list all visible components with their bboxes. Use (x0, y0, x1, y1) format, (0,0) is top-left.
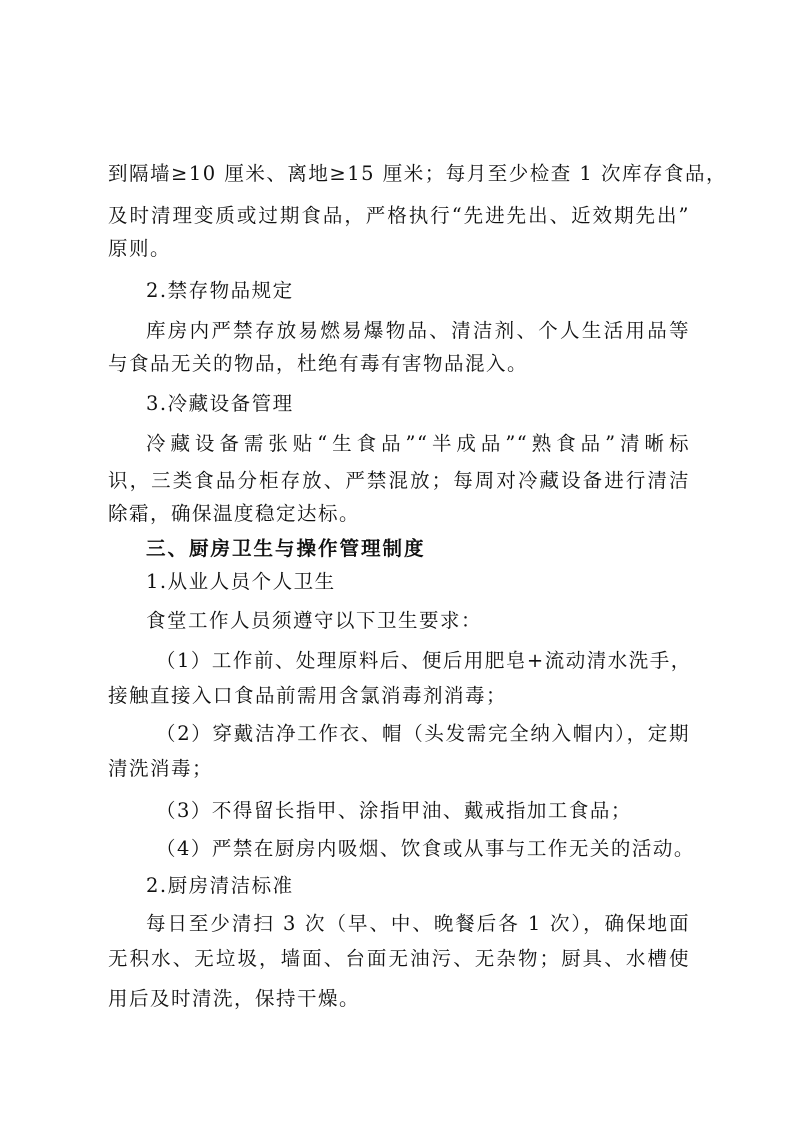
paragraph-line: 除霜，确保温度稳定达标。 (108, 502, 361, 525)
list-item-line: （3）不得留长指甲、涂指甲油、戴戒指加工食品； (156, 799, 632, 822)
section-subheading: 3.冷藏设备管理 (146, 392, 294, 415)
paragraph-line: 识，三类食品分柜存放、严禁混放；每周对冷藏设备进行清洁 (108, 469, 690, 492)
list-item-line: （4）严禁在厨房内吸烟、饮食或从事与工作无关的活动。 (156, 837, 695, 860)
section-subheading: 2.禁存物品规定 (146, 279, 294, 302)
section-heading: 三、厨房卫生与操作管理制度 (146, 537, 426, 560)
paragraph-line: 用后及时清洗，保持干燥。 (108, 987, 361, 1010)
list-item-line: （2）穿戴洁净工作衣、帽（头发需完全纳入帽内），定期 (156, 722, 690, 745)
section-subheading: 1.从业人员个人卫生 (146, 570, 336, 593)
list-item-line: 清洗消毒； (108, 757, 214, 780)
paragraph-line: 每日至少清扫 3 次（早、中、晚餐后各 1 次），确保地面 (146, 912, 690, 935)
paragraph-line: 无积水、无垃圾，墙面、台面无油污、无杂物；厨具、水槽使 (108, 947, 690, 970)
paragraph-line: 及时清理变质或过期食品，严格执行“先进先出、近效期先出” (108, 204, 690, 227)
paragraph-line: 库房内严禁存放易燃易爆物品、清洁剂、个人生活用品等 (146, 319, 690, 342)
paragraph-line: 与食品无关的物品，杜绝有毒有害物品混入。 (108, 352, 529, 375)
paragraph-line: 冷藏设备需张贴“生食品”“半成品”“熟食品”清晰标 (146, 432, 690, 455)
list-item-line: （1）工作前、处理原料后、便后用肥皂+流动清水洗手， (156, 649, 692, 672)
paragraph-line: 原则。 (108, 237, 172, 260)
list-item-line: 接触直接入口食品前需用含氯消毒剂消毒； (108, 684, 508, 707)
paragraph-line: 食堂工作人员须遵守以下卫生要求： (146, 609, 483, 632)
section-subheading: 2.厨房清洁标准 (146, 874, 294, 897)
paragraph-line: 到隔墙≥10 厘米、离地≥15 厘米；每月至少检查 1 次库存食品， (108, 162, 728, 185)
